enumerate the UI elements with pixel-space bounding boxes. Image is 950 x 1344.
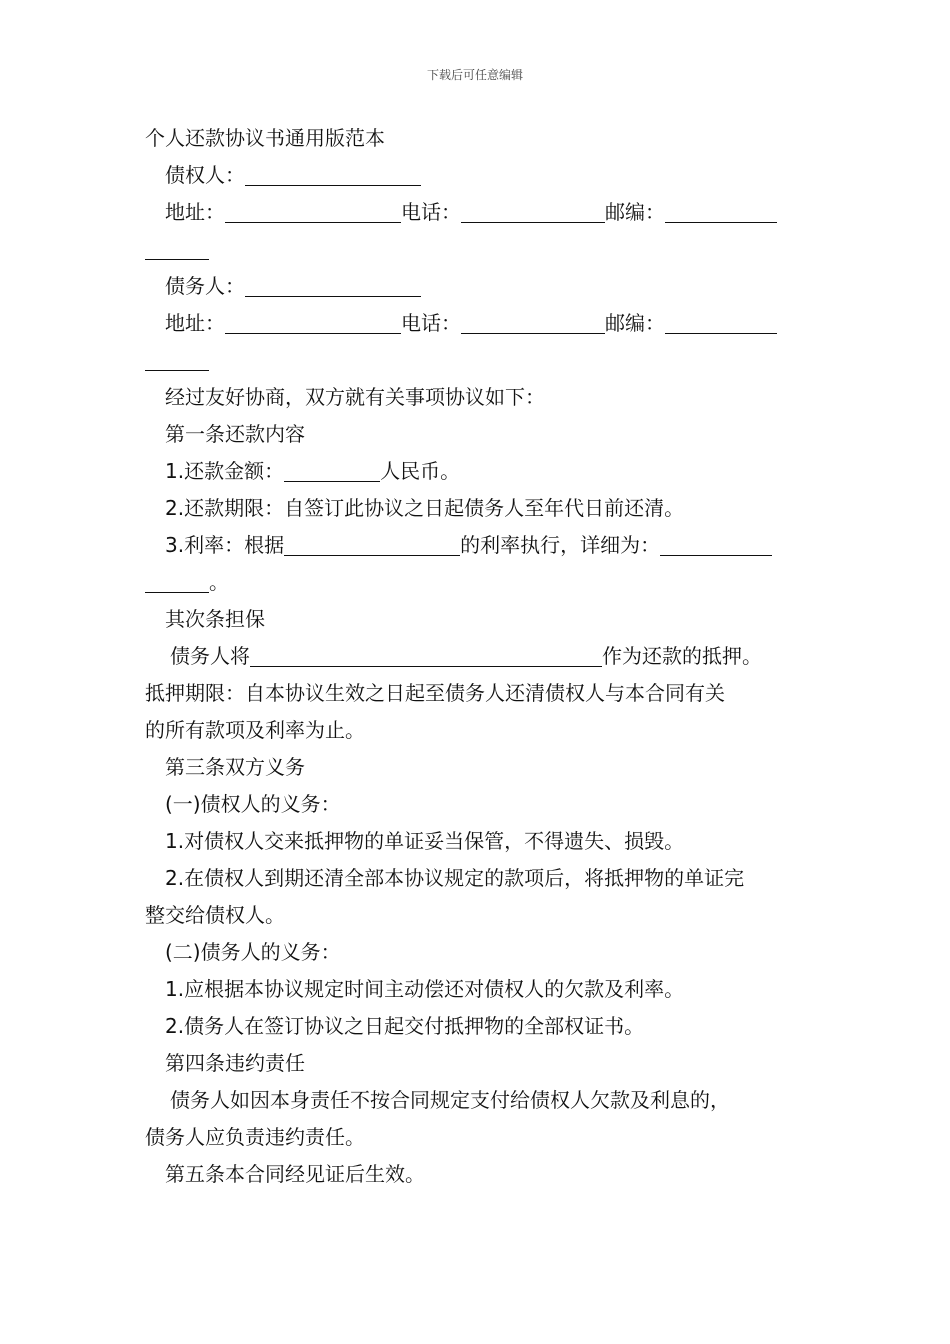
creditor-zip-blank-continued [145, 237, 209, 260]
creditor-obligation-2: 2.在债权人到期还清全部本协议规定的款项后，将抵押物的单证完 [165, 866, 745, 890]
creditor-zip-continuation [145, 231, 810, 268]
creditor-obligation-2-continued: 整交给债权人。 [145, 903, 285, 927]
interest-detail-label: 的利率执行，详细为： [460, 533, 661, 557]
debtor-zip-continuation [145, 342, 810, 379]
interest-basis-blank [284, 533, 460, 556]
debtor-address-blank [225, 311, 401, 334]
debtor-phone-blank [461, 311, 605, 334]
debtor-label: 债务人： [165, 274, 245, 298]
article-2-title: 其次条担保 [165, 607, 265, 631]
article-4-title: 第四条违约责任 [165, 1051, 305, 1075]
creditor-name-blank [245, 163, 421, 186]
creditor-line [145, 157, 810, 194]
article-1-item-3-continuation [145, 564, 810, 601]
debtor-address-line [145, 305, 810, 342]
article-5-title: 第五条本合同经见证后生效。 [165, 1162, 425, 1186]
creditor-address-line [145, 194, 810, 231]
debtor-name-blank [245, 274, 421, 297]
creditor-obligations-title: (一)债权人的义务： [165, 792, 341, 816]
creditor-zip-label: 邮编： [605, 200, 665, 224]
repayment-amount-blank [284, 459, 380, 482]
creditor-phone-label: 电话： [401, 200, 461, 224]
creditor-address-blank [225, 200, 401, 223]
article-2-line-3: 的所有款项及利率为止。 [145, 718, 365, 742]
interest-detail-blank [660, 533, 772, 556]
article-2-line-1 [145, 638, 810, 675]
creditor-address-label: 地址： [165, 200, 225, 224]
creditor-phone-blank [461, 200, 605, 223]
creditor-obligation-1: 1.对债权人交来抵押物的单证妥当保管，不得遗失、损毁。 [165, 829, 685, 853]
article-1-item-1 [145, 453, 810, 490]
article-4-line-2: 债务人应负责违约责任。 [145, 1125, 365, 1149]
interest-label: 3.利率：根据 [165, 533, 285, 557]
document-title: 个人还款协议书通用版范本 [145, 126, 385, 150]
repayment-amount-label: 1.还款金额： [165, 459, 285, 483]
page-header: 下载后可任意编辑 [426, 68, 523, 82]
debtor-line [145, 268, 810, 305]
interest-detail-end: 。 [209, 570, 229, 594]
creditor-label: 债权人： [165, 163, 245, 187]
debtor-obligation-2: 2.债务人在签订协议之日起交付抵押物的全部权证书。 [165, 1014, 645, 1038]
debtor-address-label: 地址： [165, 311, 225, 335]
article-4-line-1: 债务人如因本身责任不按合同规定支付给债权人欠款及利息的， [170, 1088, 730, 1112]
debtor-obligations-title: (二)债务人的义务： [165, 940, 341, 964]
currency-text: 人民币。 [380, 459, 461, 483]
interest-detail-blank-continued [145, 570, 209, 593]
debtor-zip-blank-continued [145, 348, 209, 371]
article-2-line-2: 抵押期限：自本协议生效之日起至债务人还清债权人与本合同有关 [145, 681, 725, 705]
debtor-phone-label: 电话： [401, 311, 461, 335]
document-body [145, 120, 810, 1193]
article-1-item-3 [145, 527, 810, 564]
article-1-item-2: 2.还款期限：自签订此协议之日起债务人至年代日前还清。 [165, 496, 685, 520]
article-3-title: 第三条双方义务 [165, 755, 305, 779]
debtor-obligation-1: 1.应根据本协议规定时间主动偿还对债权人的欠款及利率。 [165, 977, 685, 1001]
debtor-zip-label: 邮编： [605, 311, 665, 335]
intro-text: 经过友好协商，双方就有关事项协议如下： [165, 385, 545, 409]
article-1-title: 第一条还款内容 [165, 422, 305, 446]
collateral-purpose: 作为还款的抵押。 [602, 644, 762, 668]
collateral-label: 债务人将 [170, 644, 250, 668]
debtor-zip-blank [665, 311, 777, 334]
creditor-zip-blank [665, 200, 777, 223]
collateral-blank [250, 644, 602, 667]
